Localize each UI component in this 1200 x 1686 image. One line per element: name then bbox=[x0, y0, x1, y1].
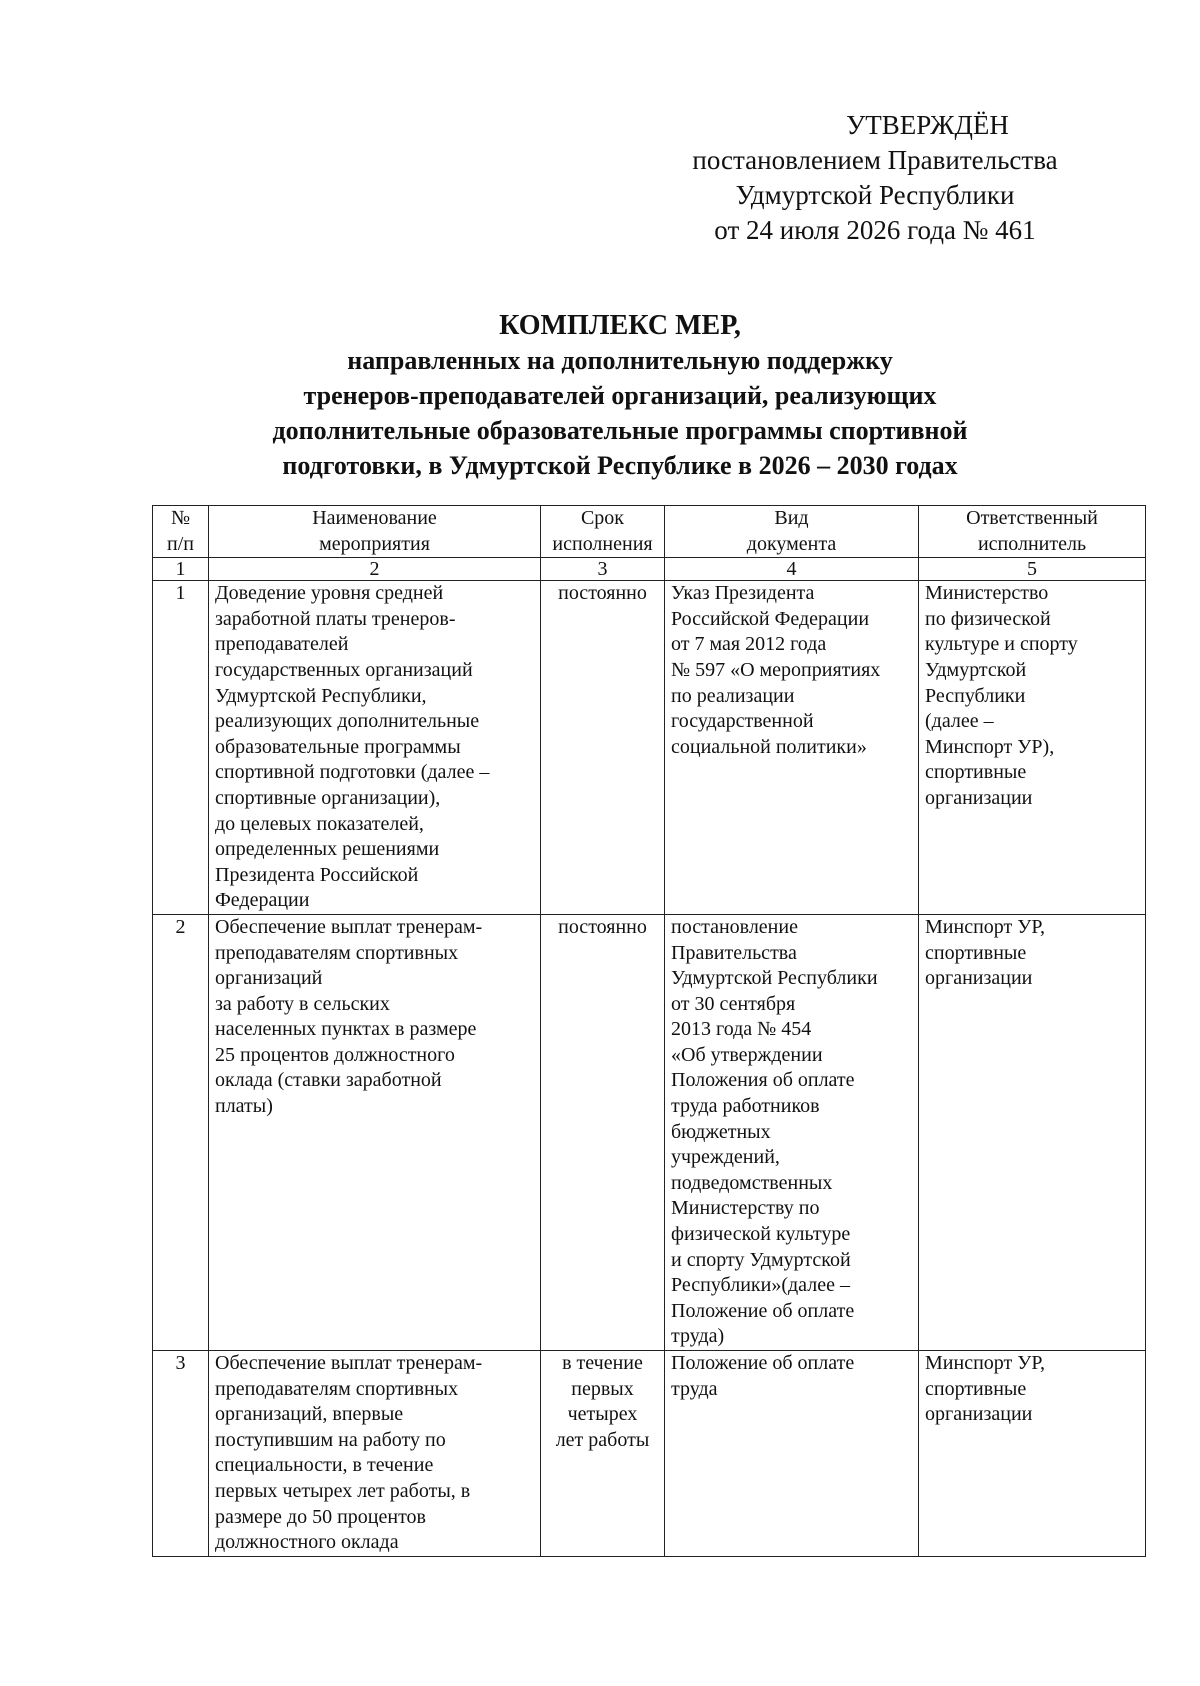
measure-name-cell: Обеспечение выплат тренерам- преподавателям спортивных организаций за работу в сельских населенных пунктах в размере 25 процентов должностного оклада (ставки заработной платы) bbox=[209, 914, 541, 1350]
header-cell-document: Вид документа bbox=[665, 506, 919, 558]
document-cell: Указ Президента Российской Федерации от 7 мая 2012 года № 597 «О мероприятиях по реализации государственной социальной политики» bbox=[665, 581, 919, 915]
approval-line-3: от 24 июля 2026 года № 461 bbox=[714, 215, 1036, 245]
executor-cell: Минспорт УР, спортивные организации bbox=[919, 914, 1146, 1350]
document-title-main: КОМПЛЕКС МЕР, bbox=[499, 310, 741, 341]
executor-cell: Минспорт УР, спортивные организации bbox=[919, 1351, 1146, 1557]
term-cell: постоянно bbox=[541, 914, 665, 1350]
column-number-cell: 3 bbox=[541, 558, 665, 581]
approval-line-1: постановлением Правительства bbox=[692, 145, 1058, 175]
header-cell-term: Срок исполнения bbox=[541, 506, 665, 558]
executor-cell: Министерство по физической культуре и спорту Удмуртской Республики (далее – Минспорт УР), спортивные организации bbox=[919, 581, 1146, 915]
table-row bbox=[153, 581, 1146, 915]
row-number-cell: 1 bbox=[153, 581, 209, 915]
table-header-row bbox=[153, 506, 1146, 558]
document-title-subtitle: направленных на дополнительную поддержку тренеров-преподавателей организаций, реализующих дополнительные образовательные программы спортивной подготовки, в Удмуртской Республике в 2026 – 2030 годах bbox=[272, 346, 968, 480]
document-cell: постановление Правительства Удмуртской Республики от 30 сентября 2013 года № 454 «Об утверждении Положения об оплате труда работников бюджетных учреждений, подведомственных Министерству по физической культуре и спорту Удмуртской Республики»(далее – Положение об оплате труда) bbox=[665, 914, 919, 1350]
header-cell-executor: Ответственный исполнитель bbox=[919, 506, 1146, 558]
column-number-cell: 1 bbox=[153, 558, 209, 581]
term-cell: постоянно bbox=[541, 581, 665, 915]
approval-status: УТВЕРЖДЁН bbox=[846, 110, 1009, 140]
column-number-cell: 4 bbox=[665, 558, 919, 581]
header-cell-number: № п/п bbox=[153, 506, 209, 558]
column-number-cell: 2 bbox=[209, 558, 541, 581]
row-number-cell: 3 bbox=[153, 1351, 209, 1557]
approval-stamp bbox=[655, 108, 1095, 248]
row-number-cell: 2 bbox=[153, 914, 209, 1350]
measure-name-cell: Доведение уровня средней заработной платы тренеров- преподавателей государственных организаций Удмуртской Республики, реализующих дополнительные образовательные программы спортивной подготовки (далее – спортивные организации), до целевых показателей, определенных решениями Президента Российской Федерации bbox=[209, 581, 541, 915]
table-row bbox=[153, 1351, 1146, 1557]
header-cell-name: Наименование мероприятия bbox=[209, 506, 541, 558]
measure-name-cell: Обеспечение выплат тренерам- преподавателям спортивных организаций, впервые поступившим на работу по специальности, в течение первых четырех лет работы, в размере до 50 процентов должностного оклада bbox=[209, 1351, 541, 1557]
column-number-cell: 5 bbox=[919, 558, 1146, 581]
table-row bbox=[153, 914, 1146, 1350]
document-title bbox=[180, 308, 1060, 483]
measures-table bbox=[152, 505, 1146, 1557]
term-cell: в течение первых четырех лет работы bbox=[541, 1351, 665, 1557]
document-cell: Положение об оплате труда bbox=[665, 1351, 919, 1557]
approval-line-2: Удмуртской Республики bbox=[735, 180, 1015, 210]
column-number-row bbox=[153, 558, 1146, 581]
